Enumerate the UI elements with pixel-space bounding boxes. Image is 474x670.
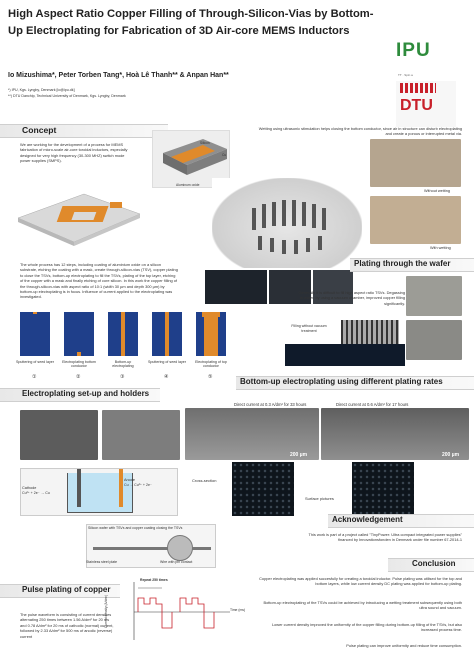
wire-label: Wire with pin contact: [160, 560, 193, 564]
repeat-label: Repeat 250 times: [140, 578, 168, 582]
anode-electrode: [119, 469, 123, 507]
wafer-after-vacuum-photo: [285, 344, 405, 366]
wafer-without-wetting-photo: [370, 139, 461, 187]
current-1-label: Direct current at 0.3 A/dm² for 33 hours: [234, 402, 307, 407]
poster-title: High Aspect Ratio Copper Filling of Through-Silicon-Vias by Bottom-Up Electroplating for Fabrication of 3D Air-core MEMS Inductors: [8, 8, 374, 37]
setup-heading: Electroplating set-up and holders: [22, 389, 150, 398]
label-silicon: Silicon: [200, 141, 210, 145]
vacuum-cross-section: [341, 320, 399, 344]
step-3-image: [108, 312, 138, 356]
conclusion-p1: Copper electroplating was applied succesfully for creating a toroidal inductor. Pulse plating was utilised for the top and bottom layers, while low current density DC plating was applied for bottom-up plating.: [259, 576, 462, 587]
holder-wire: [93, 547, 211, 550]
dtu-logo: DTU: [400, 97, 433, 114]
affiliation-ipu: *) IPU, Kgs. Lyngby, Denmark [io@ipu.dk]: [8, 88, 75, 92]
step-2-label: Electroplating bottom conductor: [62, 360, 96, 368]
filling-without-vacuum-label: Filling without vacuum treatment: [291, 324, 327, 334]
ipu-logo-sub: TT · Spin a: [398, 73, 413, 77]
setup-photo-2: [102, 410, 180, 460]
dtu-logo-mark: [400, 83, 436, 93]
concept-process-text: The whole process has 12 steps, including coating of aluminium oxide on a silicon substrate, etching the coating with a mask, create through-silicon-vias (TSV), copper plating to close the TSVs, bottom-up electroplating to fill the TSVs, plating of the top layer, etching of the copper with a mask and finally etching of core silicon. In this work the copper filling of the through-silicon-vias with aspect ratio of 10:1 (width 30 µm and depth 300 µm) by bottom-up electroplating is in focus. Influence of current applied to the electroplating was investigated.: [20, 262, 178, 300]
ipu-logo: IPU: [396, 40, 431, 61]
step-4-number: ④: [164, 374, 169, 380]
surface-image-1: [232, 462, 294, 516]
affiliation-dtu: **) DTU Danchip, Technical University of Denmark, Kgs. Lyngby, Denmark: [8, 94, 126, 98]
conclusion-p3: Lower current density improved the uniformity of the copper filling during bottom-up filling of the TSVs, but also increased process time.: [271, 622, 462, 633]
sem-image-1: [205, 270, 267, 304]
inductor-render: [212, 178, 362, 268]
concept-intro: We are working for the development of a process for MEMS fabrication of micro-scale air-core toroidal inductors, especially designed for very high frequency (30-300 MHZ) switch mode power supplies (SMPS).: [20, 142, 128, 164]
step-5-number: ⑤: [208, 374, 213, 380]
step-2-image: [64, 312, 94, 356]
step-1-image: [20, 312, 50, 356]
cathode-equation: Cu²⁺ + 2e⁻ → Cu: [22, 491, 50, 495]
step-4-label: Sputtering of seed layer: [148, 360, 186, 364]
plating-through-text: Generally it is difficult to fill high aspect ratio TSVs. Degassing in water, by using a vacuum chamber, improved copper filling significantly.: [298, 290, 405, 306]
label-aluminum-oxide: Aluminum oxide: [176, 183, 200, 187]
conclusion-heading: Conclusion: [412, 559, 456, 568]
concept-heading: Concept: [22, 125, 57, 135]
pulse-heading: Pulse plating of copper: [22, 585, 111, 594]
pulse-text: The pulse waveform is consisting of current densities alternating 250 times between 1.56 A/dm² for 20 ms and 0.78 A/dm² for 20 ms of cathodic (normal) current, followed by 2.33 A/dm² for 500 ms of anodic (reverse) current: [20, 612, 114, 639]
affiliations: [8, 87, 308, 99]
stainless-label: Stainless steel plate: [86, 560, 118, 564]
vacuum-chamber-photo: [406, 276, 462, 316]
time-axis-label: Time (ms): [230, 608, 246, 612]
step-4-image: [152, 312, 182, 356]
current-axis-label: Current density (A/dm²): [104, 594, 108, 628]
step-1-label: Sputtering of seed layer: [16, 360, 54, 364]
ack-text: This work is part of a project called "TinyPower: Ultra compact integrated power supplies" financed by Innovationsfonden in Denmark under file number 67-2014-1: [308, 532, 462, 543]
with-wetting-label: With wetting: [430, 246, 451, 250]
step-3-label: Bottom-up electroplating: [112, 360, 134, 368]
scale-bar-2: 200 µm: [442, 452, 460, 458]
cathode-label: Cathode: [22, 486, 37, 490]
conclusion-p4: Pulse plating can improve uniformity and reduce time consumption.: [346, 643, 462, 648]
wetting-text: Wetting using ultrasonic stimulation helps closing the bottom conductor, since air in structure can disturb electroplating and create a porous or interrupted metal via.: [258, 126, 462, 137]
surface-image-2: [352, 462, 414, 516]
setup-photo-1: [20, 410, 98, 460]
plating-through-heading: Plating through the wafer: [354, 259, 451, 268]
anode-equation: Cu → Cu²⁺ + 2e⁻: [124, 483, 152, 487]
step-1-number: ①: [32, 374, 37, 380]
process-steps: [16, 312, 234, 384]
cathode-electrode: [77, 469, 81, 507]
current-2-label: Direct current at 0.6 A/dm² for 17 hours: [336, 402, 409, 407]
without-wetting-label: Without wetting: [424, 189, 450, 193]
step-5-label: Electroplating of top conductor: [195, 360, 227, 368]
anode-label: Anode: [124, 478, 135, 482]
wafer-with-wetting-photo: [370, 196, 461, 244]
authors: Io Mizushima*, Peter Torben Tang*, Hoà Lê Thanh** & Anpan Han**: [8, 72, 229, 79]
surface-pictures-label: Surface pictures: [305, 496, 334, 501]
wafer-surface-photo: [406, 320, 462, 360]
bottomup-heading: Bottom-up electroplating using different plating rates: [240, 377, 443, 386]
conclusion-p2: Bottom-up electroplating of the TSVs could be achieved by introducing a wetting treatment subsequently using both ultra sound and vacuum.: [263, 600, 462, 611]
step-5-image: [196, 312, 226, 356]
concept-inductor-illustration: [14, 180, 144, 246]
ack-heading: Acknowledgement: [332, 515, 403, 524]
label-cu: Cu: [222, 153, 227, 157]
cross-section-label: Cross-section: [192, 478, 217, 483]
holder-text: Silicon wafer with TSVs and copper coating closing the TSVs: [88, 526, 183, 530]
scale-bar-1: 200 µm: [290, 452, 308, 458]
step-3-number: ③: [120, 374, 125, 380]
step-2-number: ②: [76, 374, 81, 380]
wafer-holder-disc: [167, 535, 193, 561]
